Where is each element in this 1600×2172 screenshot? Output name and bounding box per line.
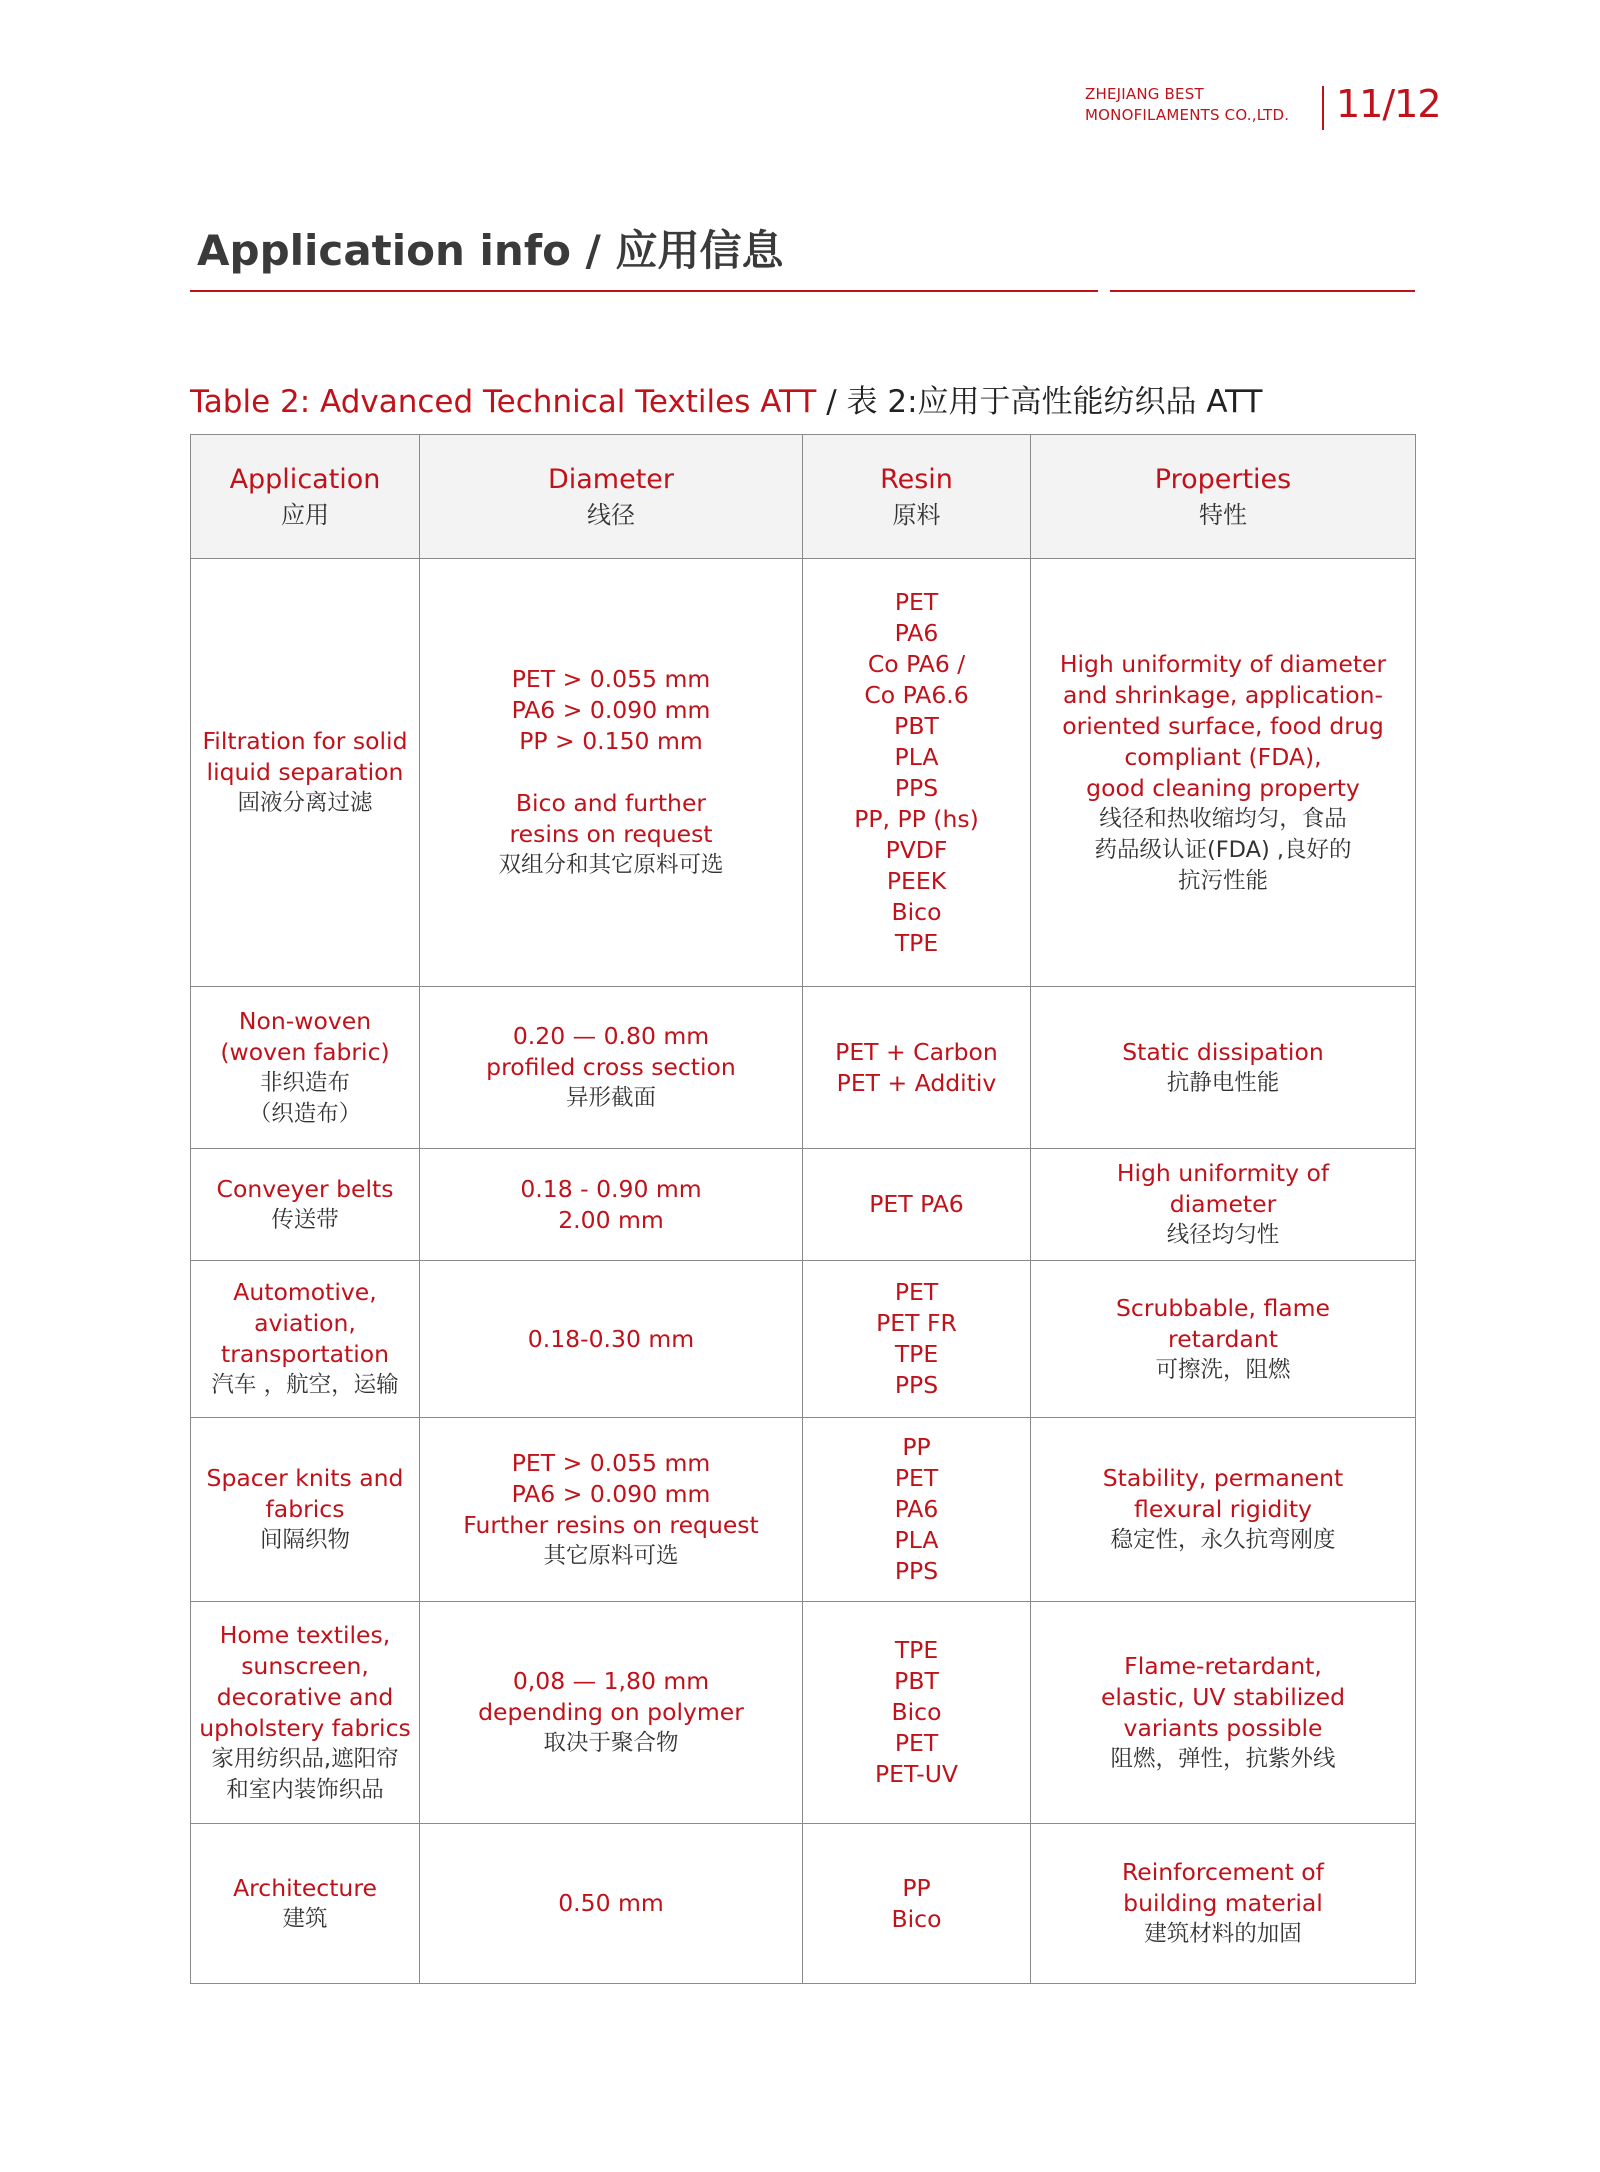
cell-text-en: retardant [1168,1324,1278,1353]
cell-text-en: PET > 0.055 mm [511,1448,711,1477]
page-title: Application info / 应用信息 [197,226,784,275]
cell-text-en: Stability, permanent [1102,1464,1344,1492]
cell-diameter [420,1418,803,1602]
cell-resin [803,1824,1031,1984]
cell-text-en: PET FR [876,1309,957,1337]
cell-text-en: PET [894,1464,939,1492]
cell-text-en: Automotive, [233,1278,377,1306]
cell-text-zh: 间隔织物 [259,1527,350,1553]
cell-text-en: building material [1123,1889,1323,1917]
cell-text-en: PBT [894,711,939,740]
cell-application [191,1418,420,1602]
table-row [191,1602,1416,1824]
cell-text-en: (woven fabric) [220,1037,390,1066]
col-header-properties [1031,435,1416,559]
cell-text-zh: 建筑材料的加固 [1144,1921,1302,1947]
cell-text-zh: 传送带 [271,1206,339,1233]
cell-text-en: sunscreen, [241,1651,369,1680]
cell-diameter [420,1149,803,1261]
cell-text-en: PLA [894,742,939,771]
company-line-2: MONOFILAMENTS CO.,LTD. [1085,106,1290,124]
cell-text-en: PP, PP (hs) [854,804,979,833]
cell-text-en: upholstery fabrics [199,1713,411,1742]
cell-resin [803,559,1031,987]
cell-text-en: PBT [894,1667,939,1695]
table-row [191,1149,1416,1261]
cell-text-en: Further resins on request [463,1510,759,1539]
cell-text-en: Conveyer belts [216,1174,394,1203]
cell-text-en: oriented surface, food drug [1062,711,1384,740]
cell-properties [1031,1602,1416,1824]
cell-text-en: 0,08 — 1,80 mm [512,1667,710,1695]
cell-text-en: PA6 > 0.090 mm [511,696,711,724]
title-rule-left [190,290,1098,292]
cell-text-zh: 稳定性，永久抗弯刚度 [1110,1527,1336,1553]
cell-properties [1031,1261,1416,1418]
cell-text-en: Flame-retardant, [1124,1651,1322,1680]
header-divider [1322,86,1324,130]
cell-text-zh: 线径均匀性 [1166,1222,1280,1248]
cell-text-en: PA6 [894,618,939,647]
cell-text-en: Co PA6.6 [864,680,969,709]
cell-text-en: Bico [891,1904,942,1933]
cell-text-en: PA6 [894,1495,939,1523]
cell-text-en: decorative and [216,1682,394,1711]
cell-text-en: aviation, [254,1309,356,1337]
cell-text-en: 0.18-0.30 mm [527,1324,695,1353]
table-row [191,1824,1416,1984]
cell-text-zh: 其它原料可选 [543,1542,679,1569]
table-caption [190,376,1263,421]
cell-application [191,1149,420,1261]
cell-text-en: PPS [894,1557,939,1585]
cell-text-en: Home textiles, [219,1620,391,1649]
cell-text-en: good cleaning property [1086,773,1360,802]
table-header-row [191,435,1416,559]
title-rule-right [1110,290,1415,292]
cell-text-en: Static dissipation [1122,1037,1324,1066]
cell-diameter [420,1824,803,1984]
cell-text-en: TPE [894,1636,939,1664]
cell-text-en: diameter [1169,1190,1277,1218]
col-header-diameter [420,435,803,559]
table-row [191,1418,1416,1602]
table-row [191,559,1416,987]
cell-text-en: PLA [894,1526,939,1554]
cell-text-en: High uniformity of [1116,1159,1330,1187]
cell-diameter [420,987,803,1149]
cell-text-en: 0.18 - 0.90 mm [520,1174,702,1203]
cell-text-en: PET > 0.055 mm [511,665,711,693]
cell-application [191,1602,420,1824]
cell-text-en: PET PA6 [869,1190,964,1218]
att-table [190,434,1416,1984]
cell-text-zh: 建筑 [282,1905,328,1932]
cell-text-zh: 固液分离过滤 [237,790,373,816]
cell-text-en: Architecture [233,1873,377,1902]
cell-resin [803,987,1031,1149]
cell-text-en: PET + Carbon [835,1037,998,1066]
cell-text-en: PET [894,1278,939,1306]
cell-resin [803,1149,1031,1261]
cell-text-en: PVDF [885,835,948,864]
cell-text-en: TPE [894,928,939,957]
cell-text-zh: 线径和热收缩均匀，食品 [1099,805,1347,832]
cell-resin [803,1418,1031,1602]
col-header-zh: 原料 [892,500,941,529]
cell-text-en: Scrubbable, flame [1115,1293,1331,1322]
cell-application [191,987,420,1149]
cell-text-en: PET-UV [875,1760,958,1788]
table-body [191,559,1416,1984]
cell-diameter [420,1261,803,1418]
company-line-1: ZHEJIANG BEST [1085,85,1204,103]
cell-text-en: 2.00 mm [558,1205,664,1234]
col-header-en: Resin [880,463,953,495]
cell-text-en: Bico and further [515,789,707,817]
cell-text-zh: 非织造布 [259,1069,350,1096]
col-header-en: Diameter [547,463,675,495]
cell-resin [803,1261,1031,1418]
cell-text-en: flexural rigidity [1134,1495,1312,1523]
cell-text-en: resins on request [509,820,713,848]
cell-text-zh: （织造布） [248,1100,362,1127]
cell-text-en: Spacer knits and [206,1464,404,1492]
cell-text-zh: 异形截面 [565,1085,656,1111]
col-header-resin [803,435,1031,559]
cell-text-en: PEEK [886,866,947,895]
table-caption-zh: / 表 2:应用于高性能纺织品 ATT [816,384,1263,420]
table-row [191,987,1416,1149]
cell-text-en: Reinforcement of [1122,1858,1324,1886]
cell-text-en: transportation [221,1340,389,1368]
cell-text-en: PP > 0.150 mm [519,727,703,755]
cell-text-en: PET [894,1729,939,1757]
col-header-zh: 线径 [587,500,635,529]
cell-diameter [420,559,803,987]
cell-text-en: liquid separation [206,758,404,786]
cell-text-en: TPE [894,1340,939,1368]
cell-text-en: compliant (FDA), [1124,742,1322,771]
col-header-en: Application [229,463,381,495]
cell-text-en: PA6 > 0.090 mm [511,1479,711,1508]
cell-application [191,1261,420,1418]
col-header-en: Properties [1154,463,1292,495]
cell-properties [1031,559,1416,987]
cell-text-en: PET + Additiv [836,1068,997,1097]
cell-text-en: Bico [891,1698,942,1726]
col-header-zh: 特性 [1199,500,1247,529]
cell-text-zh: 家用纺织品,遮阳帘 [211,1745,399,1772]
cell-text-en: Non-woven [238,1006,372,1035]
cell-text-en: and shrinkage, application- [1063,680,1383,709]
cell-text-zh: 取决于聚合物 [543,1730,679,1756]
cell-application [191,1824,420,1984]
cell-text-en: profiled cross section [486,1053,736,1081]
cell-text-en: PP [902,1873,931,1902]
company-name [1085,84,1315,126]
cell-properties [1031,987,1416,1149]
cell-text-en: PPS [894,773,939,802]
cell-text-en: elastic, UV stabilized [1100,1682,1346,1711]
cell-text-en: Co PA6 / [867,649,966,678]
cell-diameter [420,1602,803,1824]
cell-text-en: depending on polymer [478,1698,744,1726]
cell-text-zh: 汽车 ，航空，运输 [211,1372,399,1398]
cell-text-en: 0.20 — 0.80 mm [512,1022,710,1050]
cell-text-en: variants possible [1123,1713,1323,1742]
cell-text-en: fabrics [265,1495,345,1523]
col-header-zh: 应用 [281,500,329,529]
cell-text-zh: 药品级认证(FDA) ,良好的 [1094,836,1352,863]
cell-text-zh: 双组分和其它原料可选 [498,852,724,878]
page-number: 11/12 [1336,82,1441,126]
line-spacer [428,757,794,788]
cell-properties [1031,1824,1416,1984]
cell-text-en: PP [902,1433,931,1461]
cell-properties [1031,1418,1416,1602]
cell-properties [1031,1149,1416,1261]
cell-text-en: PET [894,587,939,616]
cell-text-zh: 阻燃，弹性，抗紫外线 [1110,1745,1336,1772]
cell-resin [803,1602,1031,1824]
cell-text-zh: 抗静电性能 [1166,1069,1280,1096]
cell-text-zh: 抗污性能 [1177,867,1268,894]
table-caption-en: Table 2: Advanced Technical Textiles ATT [190,384,817,420]
col-header-application [191,435,420,559]
cell-text-zh: 和室内装饰织品 [226,1776,384,1803]
cell-text-en: High uniformity of diameter [1059,649,1387,678]
cell-application [191,559,420,987]
cell-text-en: PPS [894,1371,939,1399]
cell-text-en: 0.50 mm [558,1889,664,1917]
cell-text-zh: 可擦洗，阻燃 [1155,1356,1291,1383]
cell-text-en: Bico [891,897,942,926]
cell-text-en: Filtration for solid [202,727,408,755]
table-row [191,1261,1416,1418]
